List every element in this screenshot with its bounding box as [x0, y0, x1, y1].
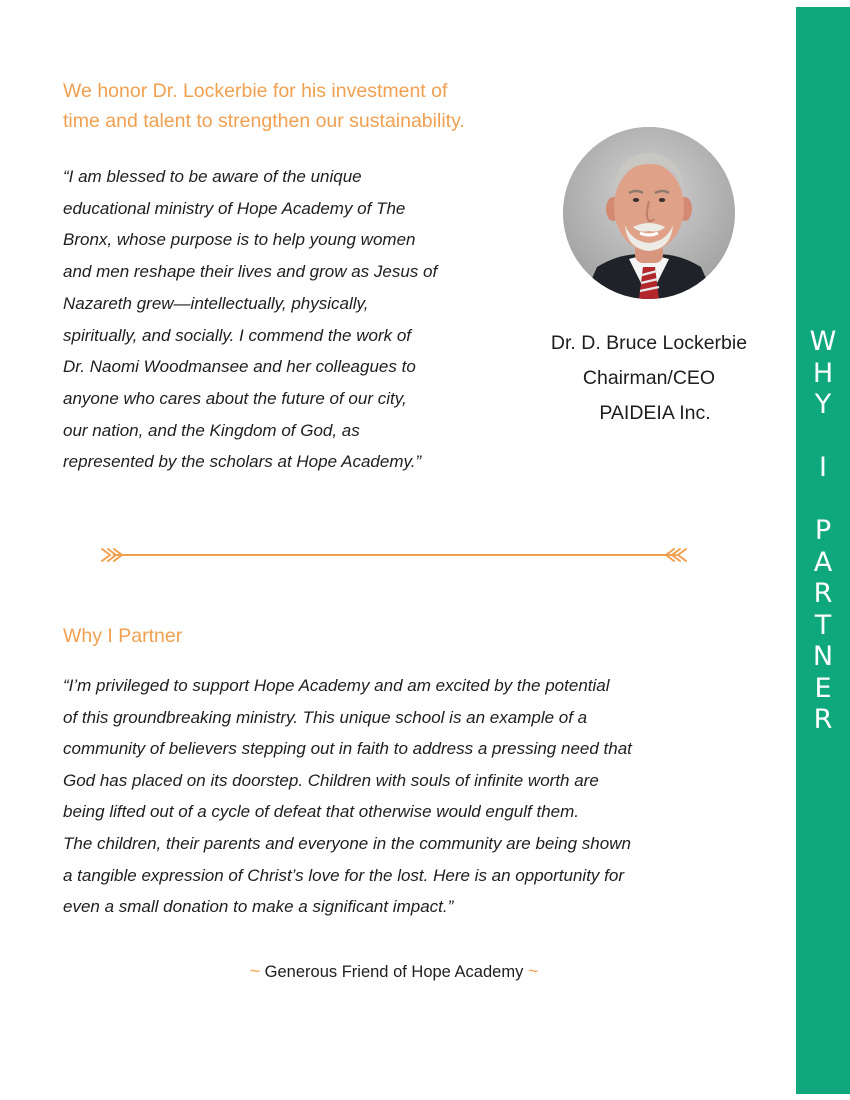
quote-line: “I’m privileged to support Hope Academy and am excited by the potential — [63, 676, 610, 695]
quote-attribution — [63, 958, 725, 985]
arrow-divider — [100, 543, 690, 567]
honor-heading — [63, 76, 465, 136]
sidebar-letter: R — [813, 704, 833, 735]
portrait-photo — [563, 127, 735, 299]
sidebar-letter: P — [814, 515, 832, 546]
tilde-ornament-left: ~ — [249, 961, 261, 981]
caption-title: Chairman/CEO — [582, 367, 716, 389]
caption-organization: PAIDEIA Inc. — [599, 402, 711, 424]
quote-line: Dr. Naomi Woodmansee and her colleagues to — [63, 357, 416, 377]
sidebar-vertical-title — [796, 326, 850, 736]
attribution-text: Generous Friend of Hope Academy — [264, 963, 524, 981]
sidebar-letter: E — [814, 672, 832, 704]
portrait-caption — [520, 326, 778, 431]
quote-line: even a small donation to make a significant impact.” — [63, 897, 454, 917]
honor-heading-line: We honor Dr. Lockerbie for his investment of — [63, 80, 448, 102]
sidebar-letter: I — [819, 452, 827, 483]
sidebar-letter: T — [814, 609, 832, 641]
quote-line: The children, their parents and everyone in the community are being shown — [63, 833, 631, 853]
quote-line: Bronx, whose purpose is to help young women — [63, 230, 416, 250]
why-i-partner-heading: Why I Partner — [63, 625, 183, 647]
quote-line: “I am blessed to be aware of the unique — [63, 167, 362, 186]
quote-line: of this groundbreaking ministry. This unique school is an example of a — [63, 707, 588, 727]
sidebar-letter: H — [812, 357, 834, 389]
quote-line: educational ministry of Hope Academy of The — [63, 198, 406, 218]
honor-heading-line: time and talent to strengthen our sustainability. — [63, 110, 465, 132]
quote-line: spiritually, and socially. I commend the work of — [63, 325, 412, 345]
quote-line: and men reshape their lives and grow as Jesus of — [63, 262, 438, 282]
quote-line: God has placed on its doorstep. Children with souls of infinite worth are — [63, 770, 599, 790]
quote-line: anyone who cares about the future of our city, — [63, 388, 407, 408]
quote-line: Nazareth grew—intellectually, physically, — [63, 293, 369, 313]
portrait-illustration — [563, 127, 735, 299]
sidebar-letter: W — [809, 326, 837, 357]
tilde-ornament-right: ~ — [527, 961, 539, 981]
friend-quote — [63, 670, 632, 923]
quote-line: being lifted out of a cycle of defeat that otherwise would engulf them. — [63, 802, 579, 822]
sidebar-letter: A — [813, 546, 833, 578]
quote-line: a tangible expression of Christ’s love for the lost. Here is an opportunity for — [63, 865, 624, 885]
caption-name: Dr. D. Bruce Lockerbie — [550, 332, 748, 354]
quote-line: represented by the scholars at Hope Academy.” — [63, 452, 422, 472]
quote-line: our nation, and the Kingdom of God, as — [63, 420, 360, 440]
lockerbie-quote — [63, 161, 437, 478]
sidebar-letter: Y — [814, 389, 832, 420]
quote-line: community of believers stepping out in faith to address a pressing need that — [63, 739, 632, 759]
sidebar-letter: N — [812, 641, 834, 672]
sidebar-letter: R — [813, 578, 833, 609]
